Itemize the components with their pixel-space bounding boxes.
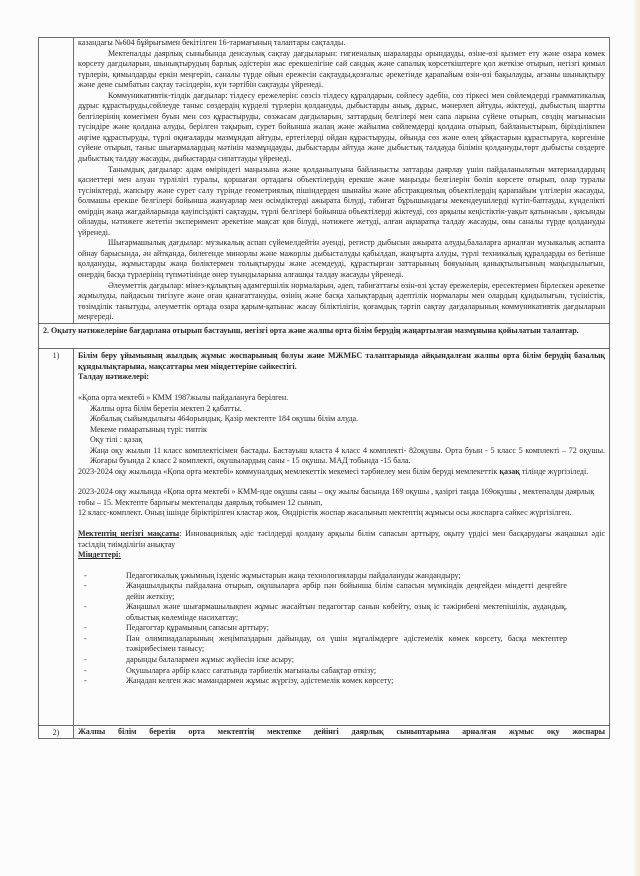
item2-heading: Жалпы білім беретін орта мектептің мектепке дейінгі даярлық сыныптарына арналған жұмыс оқу жоспары [74,725,610,739]
dash-bullet-icon: - [84,602,87,612]
dash-bullet-icon: - [84,654,87,664]
health-skills-paragraph: Мектепалды даярлық сыныбында денсаулық сақтау дағдыларын: гигиеналық шараларды орындауды, өзіне-өзі қызмет ету және өзара көмек көрсету дағдыларын, шынықтырудың барлық әдістерін жас ерекшелігіне сай сандық және сапалық көрсеткіштерге қол жеткізе отырып, негізгі қимыл түрлерін, қимылдарды еркін меңгеріп, саналы түрде ойын ережесін сақтауды,қозғалыс әрекетінде қарапайым өзін-өзі бақылауды, ағзаны шынықтыру және дене сымбатын сақтау тәсілдерін, күн тәртібін сақтауды үйренеді. [78,48,605,90]
task-item [78,634,605,655]
dash-bullet-icon: - [84,665,87,675]
dash-bullet-icon: - [84,570,87,580]
goal-label: Мектептің негізгі мақсаты [78,528,180,538]
social-skills-paragraph: Әлеуметтік дағдылар: мінез-құлықтың адамгершілік нормаларын, әдеп, табиғаттағы өзін-өзі ұстау ережелерін, ересектермен бірлескен әрекетке жұмылуды, пайдасын тигізуге және оған қанағаттануды, өзінің және басқа халықтардың әдептілік нормалары мен олардың құндылығын, түсіністік, төзімділік танытуды, әлеуметтік ортада өзара қарым-қатынас жасау біліктілігін, қоғамдық тәртіп сақтау дағдаларының коммуникативтік дағдыларын меңгереді. [78,280,605,322]
language-sentence-start: 2023-2024 оқу жылында «Қопа орта мектебі» коммуналдық мемлекеттік мекемесі тәрбиелеу мен білім беруді мемлекеттік [78,466,500,476]
dash-bullet-icon: - [84,623,87,633]
task-text: дарынды балалармен жұмыс жүйесін іске асыру; [126,654,294,664]
intro-row [39,38,610,324]
enrollment-line-1: 2023-2024 оқу жылында «Қопа орта мектебі » КММ-нде оқушы саны – оқу жылы басында 169 оқушы , қазіргі таңда 169оқушы , мектепалды даярлық тобы – 15. Мектепте барлығы мектепалды даярлық тобымен 12 сынып, [78,487,595,507]
task-item [78,655,605,666]
task-text: Жаңадан келген жас мамандармен жұмыс жүргізу, әдістемелік көмек көрсету; [126,676,394,686]
fact-classes: Жаңа оқу жылын 11 класс комплектісімен бастады. Бастауыш класта 4 класс 4 комплекті- 82оқушы. Орта буын - 5 класс 5 комплекті – 72 оқушы. Жоғары буында 2 класс 2 комплекті, оқушылардың саны - 15 оқушы. МАД тобында -15 бала. [90,445,605,466]
task-text: Педагогикалық ұжымның ізденіс жұмыстарын жаңа технологияларды пайдалануды жандандыру; [126,570,461,580]
assessment-table [38,37,610,739]
dash-bullet-icon: - [84,633,87,643]
item1-number: 1) [39,349,74,725]
intro-first-line: казандағы №604 бұйрығымен бекітілген 16-тармағының талаптары сақталды. [78,38,346,47]
cognitive-skills-paragraph: Танымдық дағдылар: адам өміріндегі маңызына және қолданылуына байланысты заттарды даярлау үшін пайдаланылатын материалдардың қасиеттері мен алуан түрлілігі туралы, қоршаған ортадағы объектілердің ерекше және маңызды белгілерін бөліп көрсете отырып, олар туралы түсініктерді, жапсыру және сурет салу түрінде геометриялық пішіндерден шынайы және абстракциялық объектілердің қарапайым үлгілерін жасауды, болмашы ерекше белгілері бойынша жануарлар мен өсімдіктерді ажырата білуді, табиғат бұрышындағы мекендеушілерді күтіп-баптауды, күнделікті өмірдің жаңа жағдайларында қауіпсіздікті сақтауды, түрлі белгілері бойынша объектілерді жіктеуді, сөз арқылы кеңістіктік-уақыт қатынасын , қисынды ойлауды, нәтижеге жететін эксперимент әрекетіне мақсат қоя білуді, нәтижеге жетуді, алған ақпаратқа талдау жасауды, оны саналы түрде қолдануды үйренеді. [78,164,605,237]
section2-row [39,323,610,349]
goal-text: : Инновациялық әдіс тәсілдерді қолдану арқылы білім сапасын арттыру, оқыту үрдісі мен басқарудағы жаңашыл әдіс тәсілдің тиімділігін анықтау [78,528,606,549]
fact-capacity: Жобалық сыйымдылығы 464орындық. Қазір мектепте 184 оқушы білім алуда. [90,414,359,424]
item2-number: 2) [39,725,74,739]
language-name: қазақ [499,466,520,476]
dash-bullet-icon: - [84,676,87,686]
task-text: Педагогтар құрамының сапасын арттыру; [126,623,269,633]
task-item [78,676,605,687]
task-item [78,666,605,677]
item1-row [39,349,610,725]
task-text: Жаңашыл және шығармашылықпен жұмыс жасайтын педагогтар санын көбейту, озық іс тәжірибені мектепішілік, аудандық, облыстық көлемінде насихаттау; [126,602,567,622]
intro-content-cell [74,38,610,324]
scan-edge [634,0,640,876]
goal-paragraph [78,529,605,550]
communicative-skills-paragraph: Коммуникативтік-тілдік дағдылар: тілдесу ережелерін: сөзсіз тілдесу құралдарын, сөйлесу әдебін, сөз тіркесі мен сөйлемдерді грамматикалық дұрыс құрастыруды,сөйлеуде таныс сөздердің күрделі түрлерін қолдануды, дыбыстарды анық, дұрыс, мәнерлеп айтуды, жіктеуді, дыбыстың шартты белгілерінің көмегімен буын мен сөз құрастыруды, сөзжасам дағдыларын, заттардың белгілері мен сапа ларына сүйене отырып, сөздің мағынасын түсіндіре және қолдана алуды, берілген тақырып, сурет бойынша жалаң және жайылма сөйлемдерді қолдана отырып, байланыстырып, бірізділікпен әңгіме құрастыруды, түрлі оқиғаларды мазмұндап айтуды, ертегілерді ойдан құрастыруды, ойында сөз және өлең ұйқастарын құрастыруға, көргеніне сүйене отырып, таныс шығармалардың мәтінін мазмұндауды, дыбыстарды айтуда және дыбыстық талдауда білімін қолдануды,төрт дыбысты сөздерге дыбыстық талдау жасауды, дыбыстарды сипаттауды үйренеді. [78,90,605,164]
tasks-label: Міндеттері: [78,550,121,560]
language-sentence [78,467,605,478]
task-text: Пән олимпиадаларының жеңімпаздарын дайындау, ол үшін мұғалімдерге әдістемелік көмек көрсету, басқа мектептер тәжірибесімен танысу; [126,633,567,654]
fact-floors: Жалпы орта білім беретін мектеп 2 қабатты. [90,403,242,413]
item1-content [74,349,610,725]
task-item [78,623,605,634]
task-text: Жаңашылдықты пайдалана отырып, оқушыларға әрбір пән бойынша білім сапасын мүмкіндік деңгейден міндетті деңгейге дейін жеткізу; [126,581,567,601]
language-sentence-end: тілінде жүргізіледі. [519,466,589,476]
fact-opened: «Қопа орта мектебі » КММ 1987жылы пайдалануға берілген. [78,392,289,402]
task-item [78,571,605,582]
fact-building-type: Мекеме ғимаратының түрі: типтік [90,424,207,434]
task-text: Оқушыларға әрбір класс сағатында тәрбиелік мағыналы сабақтар өткізу; [126,665,377,675]
analysis-label: Талдау нәтижелері: [78,372,150,382]
enrollment-line-2: 12 класс-комплект. Оның ішінде біріктірілген кластар жоқ. Өндірістік жоспар жасалынып мектептің жұмысы осы жоспарға сәйкес жүргізілген. [78,508,572,518]
dash-bullet-icon: - [84,581,87,591]
creative-skills-paragraph: Шығармашылық дағдылар: музыкалық аспап сүйемелдейтін әуенді, регистр дыбысын ажырата алуды,балаларға арналған музыкалық аспапта ойнау барысында, ән айтқанда, билегенде минорлы және мажорлы дыбысталуды қабылдап, жаңғырта алуды, түрлі техникалық құралдарды өз бетінше қолдануды, жұмыстарды жаңа бөліктермен толықтыруды және әсемдеуді, құрастырған заттарының бояуының қанықтылығының маңыздылығын, өнердің басқа түрлерінің түпмәтінінде өнер туындыларына алғашқы талдау жасауды үйренеді. [78,238,605,280]
item1-heading: Білім беру ұйымының жылдық жұмыс жоспарының болуы және МЖМБС талаптарында айқындалған жалпы орта білім берудің базалық құндылықтарына, мақсаттары мен міндеттеріне сәйкестігі. [78,351,605,371]
fact-language: Оқу тілі : қазақ [90,435,143,445]
tasks-list [78,571,605,687]
task-item [78,581,605,602]
task-item [78,602,605,623]
item2-row [39,725,610,739]
section2-title: 2. Оқыту нәтижелеріне бағдарлана отырып бастауыш, негізгі орта және жалпы орта білім берудің жаңартылған мазмұнына қойылатын талаптар. [39,323,610,349]
intro-number-cell [39,38,74,324]
